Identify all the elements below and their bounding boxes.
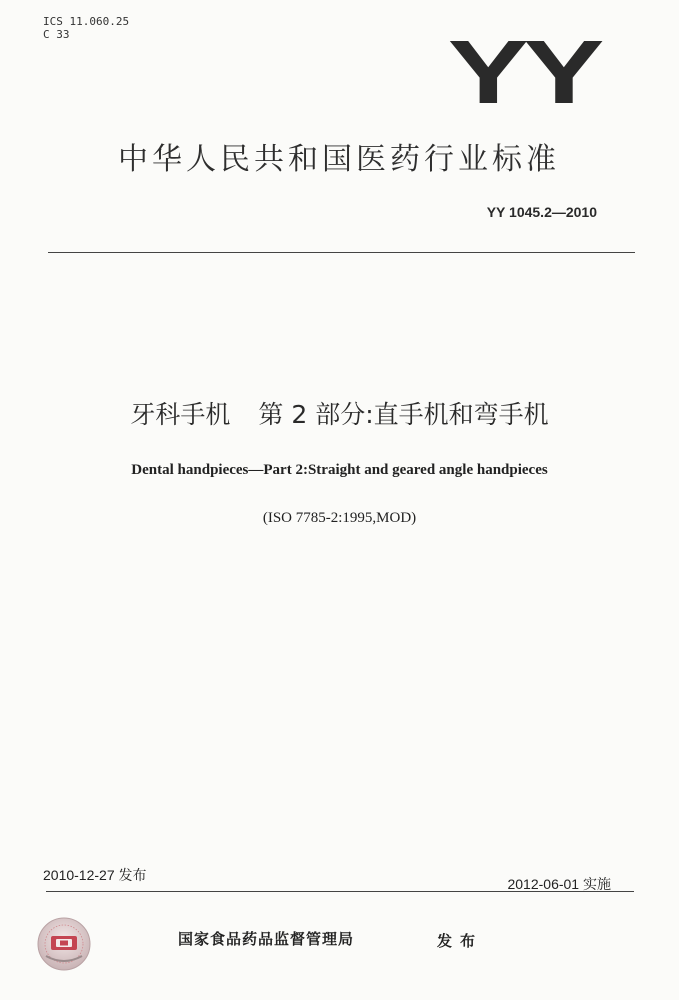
issue-date: 2010-12-27 发布 — [43, 867, 147, 883]
org-title: 中华人民共和国医药行业标准 — [118, 142, 560, 177]
bottom-divider — [46, 891, 634, 892]
iso-reference: (ISO 7785-2:1995,MOD) — [262, 510, 417, 526]
publish-label: 发布 — [437, 932, 484, 950]
top-divider — [48, 252, 635, 253]
ccs-code: C 33 — [43, 28, 70, 41]
title-cn-part1: 牙科手机 — [130, 400, 231, 429]
yy-logo: YY — [447, 23, 599, 123]
standard-title-en: Dental handpieces—Part 2:Straight and geared angle handpieces — [131, 462, 548, 478]
publisher-name: 国家食品药品监督管理局 — [178, 930, 355, 948]
ics-code-block — [43, 15, 129, 41]
implementation-date: 2012-06-01 实施 — [507, 876, 611, 892]
standard-number: YY 1045.2—2010 — [486, 204, 597, 220]
publisher-seal-icon — [36, 916, 92, 972]
ics-code: ICS 11.060.25 — [43, 15, 130, 28]
title-cn-part2: 第 2 部分:直手机和弯手机 — [258, 400, 549, 429]
standard-title-cn — [0, 395, 679, 431]
